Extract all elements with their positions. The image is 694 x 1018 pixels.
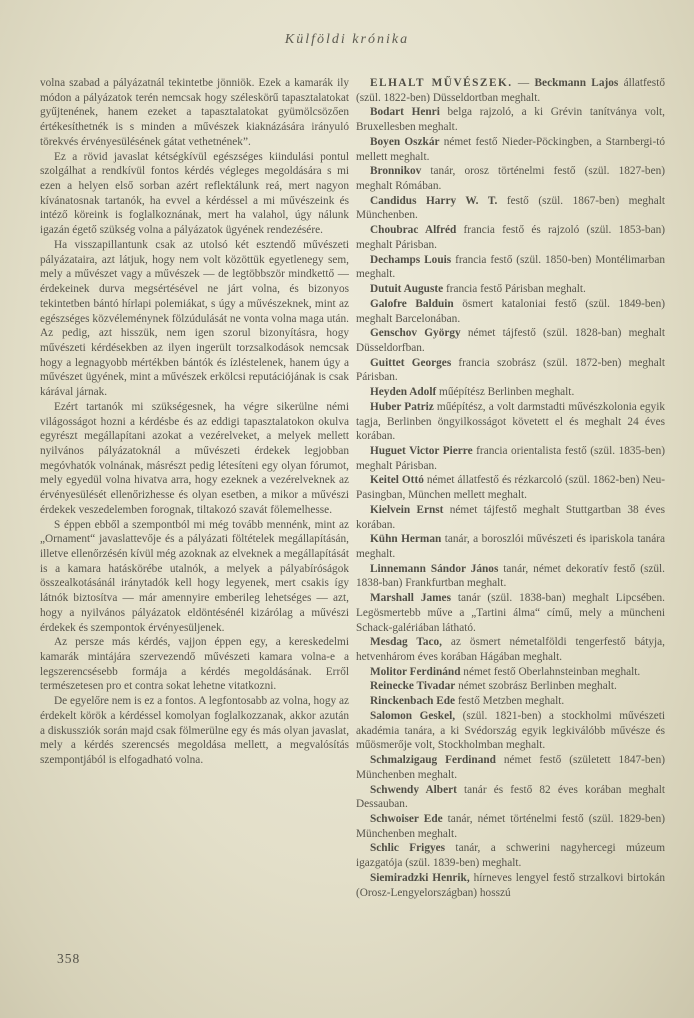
artist-name: Marshall James <box>370 592 451 605</box>
obituary-entry: Marshall James tanár (szül. 1838-ban) meghalt Lipcsében. Legösmertebb műve a „Tartini álma“ című, mely a müncheni Schack-galériában látható. <box>356 592 665 634</box>
obituary-entry: Mesdag Taco, az ösmert németalföldi tengerfestő bátyja, hetvenhárom éves korában Hágában meghalt. <box>356 636 665 664</box>
obituary-entry: Choubrac Alfréd francia festő és rajzoló (szül. 1853-ban) meghalt Párisban. <box>356 224 665 251</box>
artist-name: Choubrac Alfréd <box>370 224 457 237</box>
obituary-entry: Guittet Georges francia szobrász (szül. 1872-ben) meghalt Párisban. <box>356 356 665 384</box>
artist-name: Bodart Henri <box>370 106 440 119</box>
left-column <box>40 76 349 950</box>
obituary-entry: Genschov György német tájfestő (szül. 1828-ban) meghalt Düsseldorfban. <box>356 327 665 354</box>
obituary-entry: Linnemann Sándor János tanár, német dekoratív festő (szül. 1838-ban) Frankfurtban meghalt. <box>356 562 665 590</box>
artist-name: Schwendy Albert <box>370 783 457 796</box>
obituary-entry: Rinckenbach Ede festő Metzben meghalt. <box>370 695 565 708</box>
artist-name: Kühn Herman <box>370 533 442 546</box>
artist-name: Salomon Geskel, <box>370 709 456 722</box>
paragraph: volna szabad a pályázatnál tekintetbe jönniök. Ezek a kamarák ily módon a pályázatok terén nemcsak hogy széleskörű tapasztalatokat gyűjtenének, hanem ezeket a tapasztalatokat gyümölcsözően értékesíthetnék is s minden a művészek kiaknázására irányuló törekvés érvényesülésének gátat vethetnének”. <box>40 77 349 148</box>
obituary-entry: Molitor Ferdinánd német festő Oberlahnsteinban meghalt. <box>370 665 641 678</box>
paragraph: Ezért tartanók mi szükségesnek, ha végre sikerülne némi világosságot hozni a kérdésbe és az eddigi tapasztalatokon okulva egyrészt megállapítani azokat a vezérelveket, a melyek mellett nyilvános pályázatoknál a művészeti érdekek legjobban megóvhatók volnának, másrészt pedig létesíteni egy olyan fórumot, mely egyedül volna hivatva arra, hogy ezeknek a vezérelveknek az érvényesülését ellenőrizhesse és olyan esetben, a mikor a művészi érdekek veszedelemben forognak, tiltakozó szavát fölemelhesse. <box>40 400 349 516</box>
obituary-entry: Schmalzigaug Ferdinand német festő (született 1847-ben) Münchenben meghalt. <box>356 754 665 781</box>
running-head: Külföldi krónika <box>284 32 410 47</box>
paragraph: Ez a rövid javaslat kétségkívül egészséges kiindulási pontul szolgálhat a rendkívül fontos kérdés végleges megoldására s mi ezen a helyen első sorban azért reflektálunk reá, mert nagyon kívánatosnak tartanók, ha evvel a kérdéssel a mi művészeink és intéző köreink is foglalkoznának, mert ha valahol, úgy nálunk igazán égető szükség volna a pályázatok ügyének rendezésére. <box>40 150 349 237</box>
artist-name: Boyen Oszkár <box>370 135 440 148</box>
artist-name: Linnemann Sándor János <box>370 562 499 575</box>
artist-name: Schwoiser Ede <box>370 812 443 825</box>
artist-name: Kielvein Ernst <box>370 503 444 516</box>
obituary-entry: Schlic Frigyes tanár, a schwerini nagyhercegi múzeum igazgatója (szül. 1839-ben) meghalt. <box>356 842 665 870</box>
artist-name: Schlic Frigyes <box>370 842 446 855</box>
obituary-entry: Kühn Herman tanár, a boroszlói művészeti és ipariskola tanára meghalt. <box>356 533 665 560</box>
obituary-entry: Keitel Ottó német állatfestő és rézkarcoló (szül. 1862-ben) Neu-Pasingban, München mellett meghalt. <box>356 474 665 502</box>
artist-name: Mesdag Taco, <box>370 636 442 649</box>
artist-name: Huguet Victor Pierre <box>370 444 473 457</box>
obituary-entry: ELHALT MŰVÉSZEK. — Beckmann Lajos állatfestő (szül. 1822-ben) Düsseldortban meghalt. <box>356 77 665 104</box>
obituary-entry: Bronnikov tanár, orosz történelmi festő (szül. 1827-ben) meghalt Rómában. <box>356 165 665 193</box>
artist-name: Dutuit Auguste <box>370 283 444 296</box>
artist-name: Galofre Balduin <box>370 297 454 310</box>
artist-name: Heyden Adolf <box>370 386 437 399</box>
obituary-entry: Salomon Geskel, (szül. 1821-ben) a stockholmi művészeti akadémia tanára, a ki Svédország egyik legkiválóbb művésze és műösmerője volt, Stockholmban meghalt. <box>356 709 665 752</box>
paragraph: De egyelőre nem is ez a fontos. A legfontosabb az volna, hogy az érdekelt körök a kérdéssel komolyan foglalkozzanak, akkor azután a diskussziók során majd csak fölmerülne egy és más olyan javaslat, mely a kérdés szerencsés megoldása mellett, a megvalósítás szempontjából is elfogadható volna. <box>40 695 349 767</box>
artist-name: Reinecke Tivadar <box>370 680 456 693</box>
obituary-entry: Galofre Balduin ösmert kataloniai festő (szül. 1849-ben) meghalt Barcelonában. <box>356 297 665 325</box>
obituary-entry: Dechamps Louis francia festő (szül. 1850-ben) Montélimarban meghalt. <box>356 253 665 281</box>
artist-name: Bronnikov <box>370 165 422 178</box>
artist-name: Guittet Georges <box>370 356 452 369</box>
artist-name: Huber Patriz <box>370 400 434 413</box>
obituary-entry: Bodart Henri belga rajzoló, a ki Grévin tanítványa volt, Bruxellesben meghalt. <box>356 106 665 134</box>
artist-name: Molitor Ferdinánd <box>370 665 461 678</box>
obituary-entry: Huguet Victor Pierre francia orientalista festő (szül. 1835-ben) meghalt Párisban. <box>356 444 665 472</box>
artist-name: Dechamps Louis <box>370 253 452 266</box>
artist-name: Rinckenbach Ede <box>370 695 456 708</box>
right-column <box>356 76 665 972</box>
obituary-entry: Siemiradzki Henrik, hírneves lengyel festő strzalkovi birtokán (Orosz-Lengyelországban) hosszú <box>356 871 665 899</box>
obituary-entry: Kielvein Ernst német tájfestő meghalt Stuttgartban 38 éves korában. <box>356 503 665 531</box>
obituary-entry: Dutuit Auguste francia festő Párisban meghalt. <box>370 283 586 296</box>
paragraph: Ha visszapillantunk csak az utolsó két esztendő művészeti pályázataira, azt látjuk, hogy nem volt közöttük egyetlenegy sem, mely a művészet vagy a művészek — de legtöbbször mindkettő — érdekeinek durva megsértésével ne járt volna, és bizonyos tekintetben bántó hírlapi polemiákat, s úgy a művészeknek, mint az egészséges közvéleménynek fölzúdulását ne vonta volna maga után. Az pedig, azt hisszük, nem igen szorul bizonyításra, hogy művészeti kérdésekben az ilyen ingerült torzsalkodások nemcsak hogy a legnagyobb mértékben bántók és ízléstelenek, hanem úgy a művészet ügyének, mint a művészek erkölcsi reputációjának is csak kárával járnak. <box>40 238 349 399</box>
artist-name: Keitel Ottó <box>370 474 424 487</box>
page-number: 358 <box>57 951 81 966</box>
obituary-entry: Candidus Harry W. T. festő (szül. 1867-ben) meghalt Münchenben. <box>356 194 665 222</box>
obituary-entry: Schwendy Albert tanár és festő 82 éves korában meghalt Dessauban. <box>356 783 665 811</box>
artist-name: Candidus Harry W. T. <box>370 194 498 207</box>
paragraph: S éppen ebből a szempontból mi még tovább mennénk, mint az „Ornament“ javaslattevője és a pályázati föltételek megállapításán, illetve ellenőrzésén kívül még azoknak az elveknek a megállapítását is a kamara hatáskörébe utalnók, a melyek a pályabíróságok összealkotásánál iránytadók kell hogy legyenek, mert csakis így látnók biztosítva — már amennyire emberileg lehetséges — azt, hogy a nyilvános pályázatok eldöntésénél kizárólag a művészi érdekek és szempontok érvényesüljenek. <box>40 518 349 634</box>
artist-name: Siemiradzki Henrik, <box>370 871 470 884</box>
artist-name: Beckmann Lajos <box>534 77 619 89</box>
obituary-entry: Reinecke Tivadar német szobrász Berlinben meghalt. <box>370 680 617 693</box>
obituary-entry: Huber Patriz műépítész, a volt darmstadti művészkolonia egyik tagja, Berlinben öngyilkosságot követett el és meghalt 24 éves korában. <box>356 400 665 443</box>
obituary-entry: Heyden Adolf műépítész Berlinben meghalt. <box>370 386 575 399</box>
paragraph: Az persze más kérdés, vajjon éppen egy, a kereskedelmi kamarák mintájára szervezendő művészeti kamara volna-e a legszerencsésebb formája a kérdés megoldásának. Erről természetesen pro et contra sokat lehetne vitatkozni. <box>40 636 349 693</box>
section-heading: ELHALT MŰVÉSZEK. <box>370 77 513 89</box>
obituary-entry: Boyen Oszkár német festő Nieder-Pöckingben, a Starnbergi-tó mellett meghalt. <box>356 135 665 163</box>
artist-name: Genschov György <box>370 327 461 340</box>
artist-name: Schmalzigaug Ferdinand <box>370 754 496 767</box>
obituary-entry: Schwoiser Ede tanár, német történelmi festő (szül. 1829-ben) Münchenben meghalt. <box>356 812 665 840</box>
